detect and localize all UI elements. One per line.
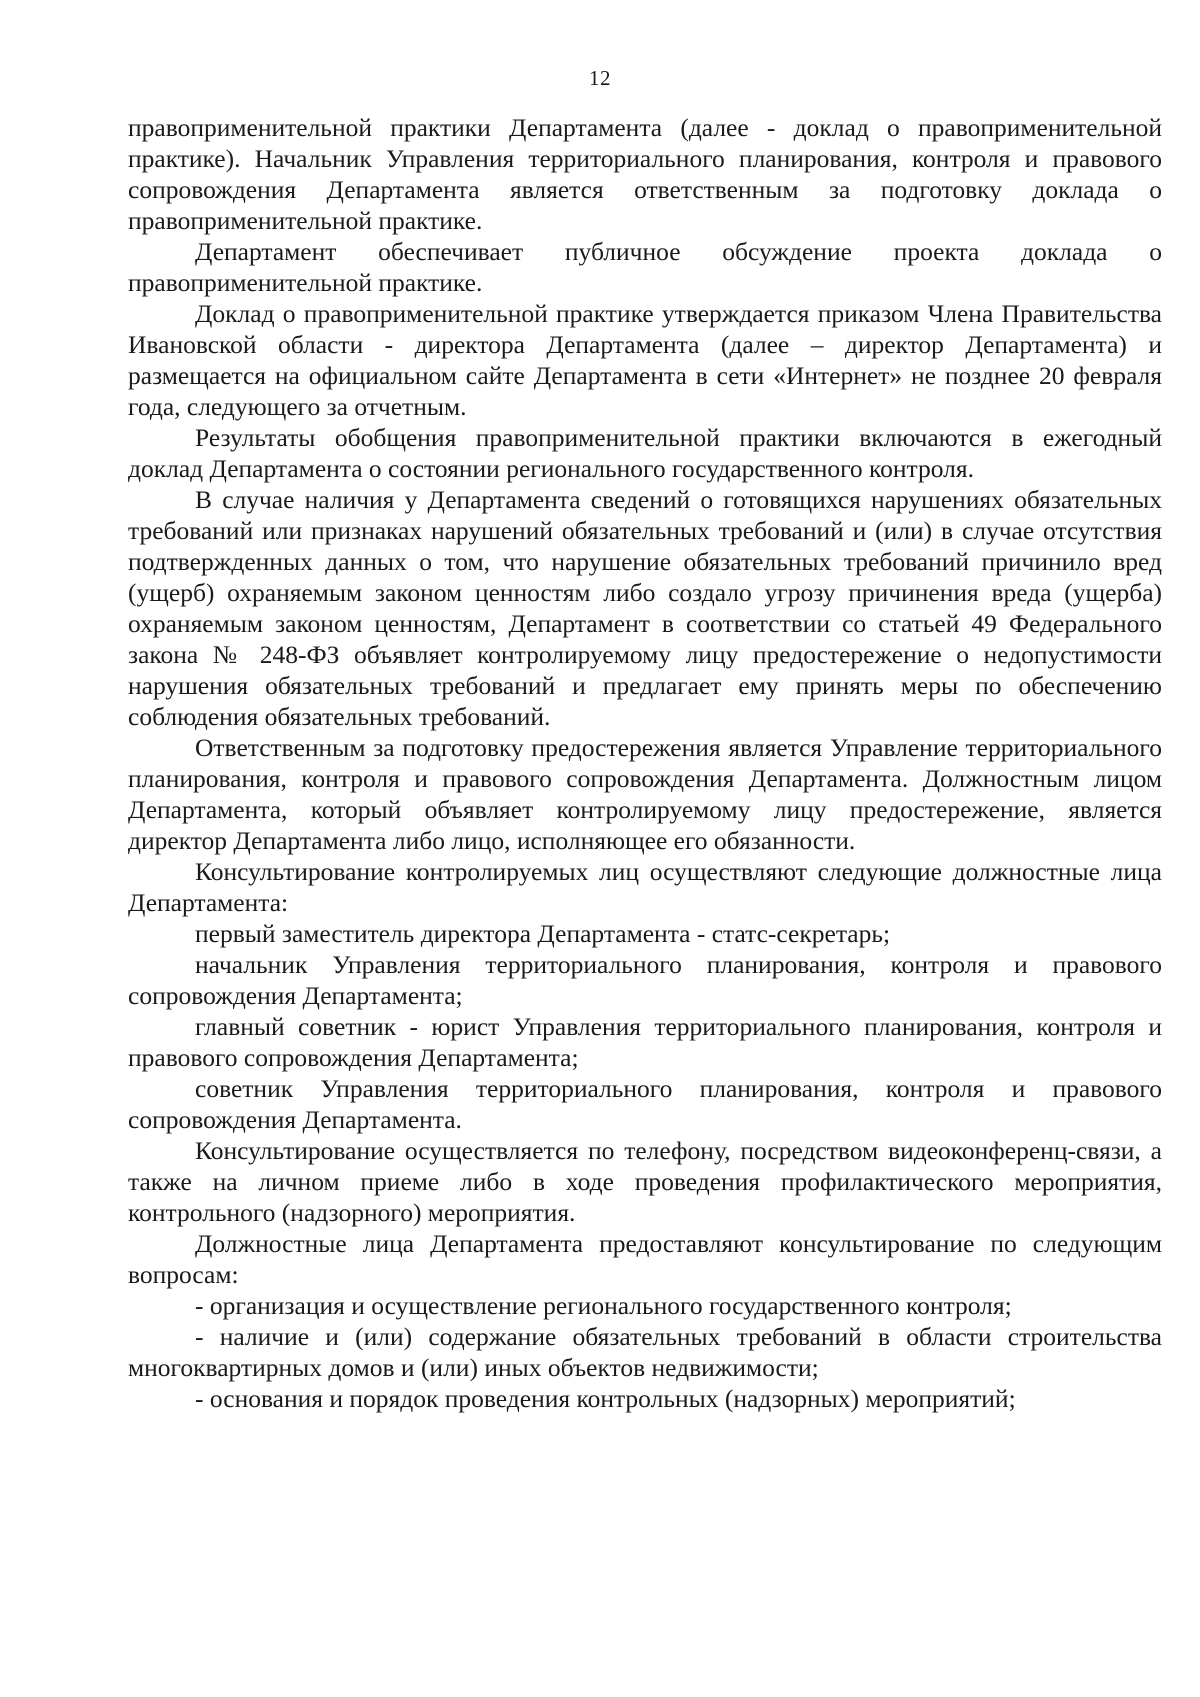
paragraph-continuation: правоприменительной практики Департамента (далее - доклад о правоприменительной практике). Начальник Управления территориального планирования, контроля и правового сопровождения Департамента является ответственным за подготовку доклада о правоприменительной практике.	[128, 113, 1162, 235]
paragraph: Департамент обеспечивает публичное обсуждение проекта доклада о правоприменительной практике.	[128, 237, 1162, 297]
paragraph: Консультирование осуществляется по телефону, посредством видеоконференц-связи, а также на личном приеме либо в ходе проведения профилактического мероприятия, контрольного (надзорного) мероприятия.	[128, 1136, 1162, 1227]
list-item: - основания и порядок проведения контрольных (надзорных) мероприятий;	[195, 1384, 1016, 1413]
paragraph: В случае наличия у Департамента сведений о готовящихся нарушениях обязательных требований или признаках нарушений обязательных требований и (или) в случае отсутствия подтвержденных данных о том, что нарушение обязательных требований причинило вред (ущерб) охраняемым законом ценностям либо создало угрозу причинения вреда (ущерба) охраняемым законом ценностям, Департамент в соответствии со статьей 49 Федерального закона № 248-ФЗ объявляет контролируемому лицу предостережение о недопустимости нарушения обязательных требований и предлагает ему принять меры по обеспечению соблюдения обязательных требований.	[128, 485, 1162, 731]
paragraph: Результаты обобщения правоприменительной практики включаются в ежегодный доклад Департамента о состоянии регионального государственного контроля.	[128, 423, 1162, 483]
document-body	[128, 112, 1162, 1414]
list-item: начальник Управления территориального планирования, контроля и правового сопровождения Департамента;	[128, 950, 1162, 1010]
paragraph: Консультирование контролируемых лиц осуществляют следующие должностные лица Департамента:	[128, 857, 1162, 917]
paragraph: Ответственным за подготовку предостережения является Управление территориального планирования, контроля и правового сопровождения Департамента. Должностным лицом Департамента, который объявляет контролируемому лицу предостережение, является директор Департамента либо лицо, исполняющее его обязанности.	[128, 733, 1162, 855]
list-item: - наличие и (или) содержание обязательных требований в области строительства многоквартирных домов и (или) иных объектов недвижимости;	[128, 1322, 1162, 1382]
list-item: - организация и осуществление регионального государственного контроля;	[195, 1291, 1012, 1320]
list-item: советник Управления территориального планирования, контроля и правового сопровождения Департамента.	[128, 1074, 1162, 1134]
list-item: первый заместитель директора Департамента - статс-секретарь;	[195, 919, 891, 948]
paragraph: Должностные лица Департамента предоставляют консультирование по следующим вопросам:	[128, 1229, 1162, 1289]
paragraph: Доклад о правоприменительной практике утверждается приказом Члена Правительства Ивановской области - директора Департамента (далее – директор Департамента) и размещается на официальном сайте Департамента в сети «Интернет» не позднее 20 февраля года, следующего за отчетным.	[128, 299, 1162, 421]
list-item: главный советник - юрист Управления территориального планирования, контроля и правового сопровождения Департамента;	[128, 1012, 1162, 1072]
page-number: 12	[589, 66, 611, 90]
